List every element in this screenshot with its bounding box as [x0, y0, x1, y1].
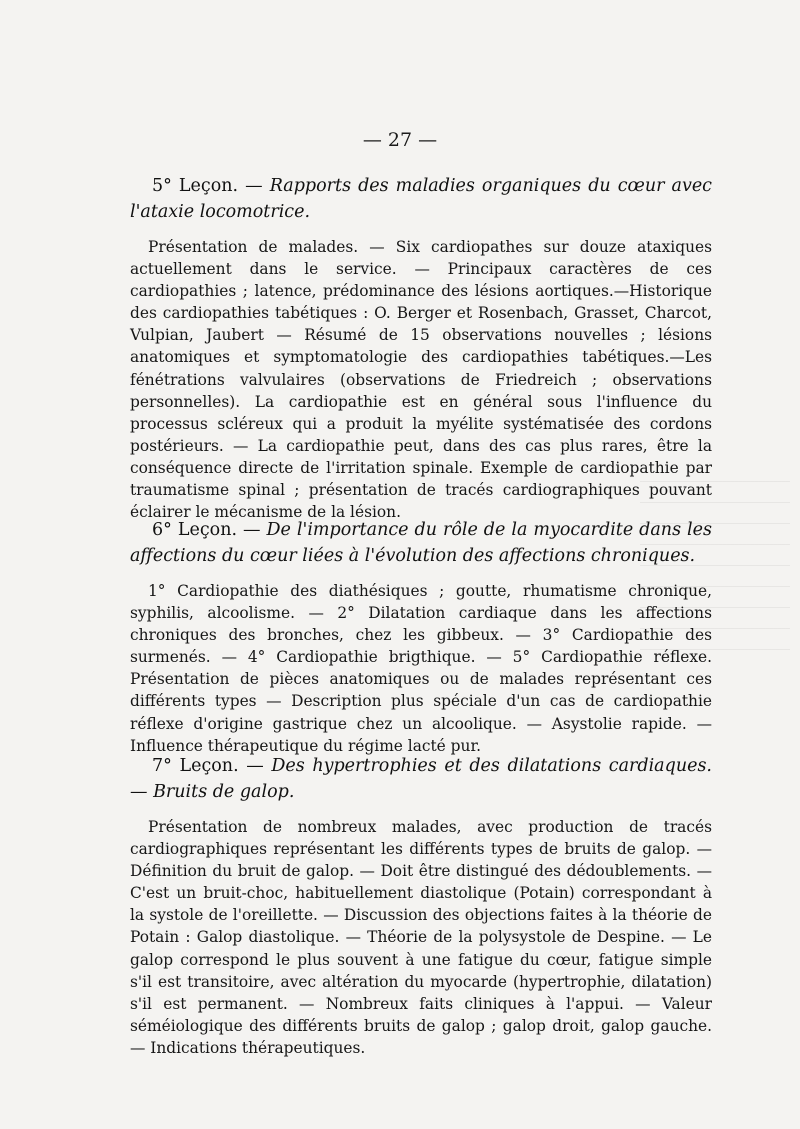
lesson-heading: 5° Leçon. — Rapports des maladies organiques du cœur avec l'ataxie locomotrice. — [130, 176, 712, 222]
lesson-summary: Présentation de malades. — Six cardiopathes sur douze ataxiques actuellement dans le service. — Principaux caractères de ces cardiopathies ; latence, prédominance des lésions aortiques.—Historique des cardiopathies tabétiques : O. Berger et Rosenbach, Grasset, Charcot, Vulpian, Jaubert — Résumé de 15 observations nouvelles ; lésions anatomiques et symptomatologie des cardiopathies tabétiques.—Les fénétrations valvulaires (observations de Friedreich ; observations personnelles). La cardiopathie est en général sous l'influence du processus scléreux qui a produit la myélite systématisée des cordons postérieurs. — La cardiopathie peut, dans des cas plus rares, être la conséquence directe de l'irritation spinale. Exemple de cardiopathie par traumatisme spinal ; présentation de tracés cardiographiques pouvant éclairer le mécanisme de la lésion. — [130, 238, 712, 522]
lesson-heading: 6° Leçon. — De l'importance du rôle de la myocardite dans les affections du cœur liées à l'évolution des affections chroniques. — [130, 520, 712, 566]
lesson-title: Des hypertrophies et des dilatations cardiaques. — Bruits de galop. — [130, 756, 712, 802]
lesson-section — [130, 173, 712, 523]
lesson-section — [130, 753, 712, 1059]
lesson-section — [130, 517, 712, 757]
lesson-heading: 7° Leçon. — Des hypertrophies et des dilatations cardiaques. — Bruits de galop. — [130, 756, 712, 802]
lesson-number: 7° Leçon. — [152, 756, 239, 776]
lesson-number: 6° Leçon. — [152, 520, 238, 540]
lesson-title: De l'importance du rôle de la myocardite dans les affections du cœur liées à l'évolution des affections chroniques. — [130, 520, 712, 566]
lesson-summary: 1° Cardiopathie des diathésiques ; goutte, rhumatisme chronique, syphilis, alcoolisme. — 2° Dilatation cardiaque dans les affections chroniques des bronches, chez les gibbeux. — 3° Cardiopathie des surmenés. — 4° Cardiopathie brigthique. — 5° Cardiopathie réflexe. Présentation de pièces anatomiques ou de malades représentant ces différents types — Description plus spéciale d'un cas de cardiopathie réflexe d'origine gastrique chez un alcoolique. — Asystolie rapide. — Influence thérapeutique du régime lacté pur. — [130, 582, 712, 755]
lesson-number: 5° Leçon. — [152, 176, 239, 196]
lesson-summary: Présentation de nombreux malades, avec production de tracés cardiographiques représentant les différents types de bruits de galop. — Définition du bruit de galop. — Doit être distingué des dédoublements. — C'est un bruit-choc, habituellement diastolique (Potain) correspondant à la systole de l'oreillette. — Discussion des objections faites à la théorie de Potain : Galop diastolique. — Théorie de la polysystole de Despine. — Le galop correspond le plus souvent à une fatigue du cœur, fatigue simple s'il est transitoire, avec altération du myocarde (hypertrophie, dilatation) s'il est permanent. — Nombreux faits cliniques à l'appui. — Valeur séméiologique des différents bruits de galop ; galop droit, galop gauche. — Indications thérapeutiques. — [130, 818, 712, 1057]
page-number: — 27 — — [362, 129, 438, 151]
lesson-title: Rapports des maladies organiques du cœur avec l'ataxie locomotrice. — [130, 176, 712, 222]
